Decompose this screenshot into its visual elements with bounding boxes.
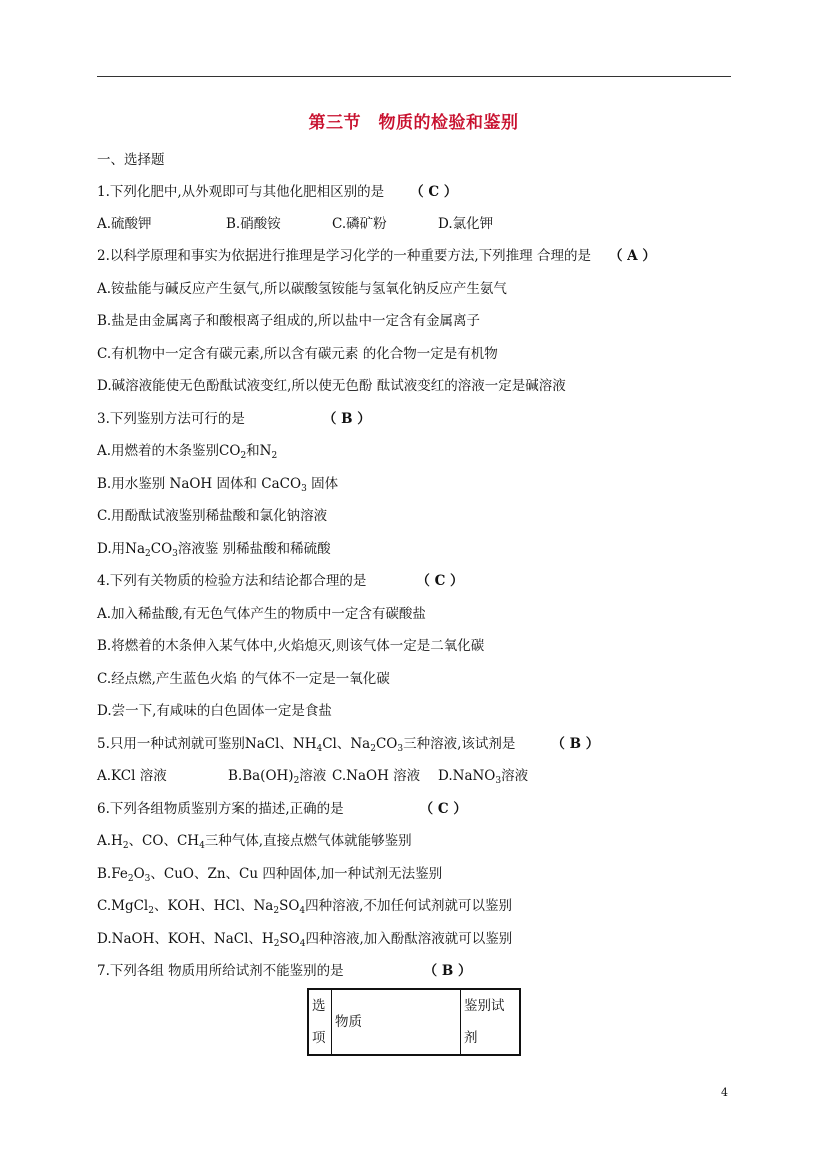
q6-d-sub1: 2 (273, 939, 280, 949)
q7-table (307, 988, 521, 1056)
q3-a-mid: 和N (246, 443, 272, 459)
q5-options (97, 766, 528, 786)
q6-option-a (97, 831, 412, 851)
q3-option-a (97, 441, 277, 461)
q5-sub1: 4 (316, 744, 323, 754)
q6-b-post: 、CuO、Zn、Cu 四种固体,加一种试剂无法鉴别 (150, 866, 443, 882)
q6-a-mid: 、CO、CH (128, 833, 200, 849)
q3-b-post: 固体 (306, 476, 339, 492)
q2-stem: 2.以科学原理和事实为依据进行推理是学习化学的一种重要方法,下列推理 合理的是 (97, 248, 591, 264)
q1-option-c: C.磷矿粉 (332, 216, 387, 232)
q3-d-text: D.用Na (97, 541, 145, 557)
q3-stem: 3.下列鉴别方法可行的是 (97, 411, 245, 427)
q3-a-sub2: 2 (271, 451, 278, 461)
q2-answer: （ A ） (608, 248, 656, 264)
q6-d-post: 四种溶液,加入酚酞溶液就可以鉴别 (305, 931, 513, 947)
q6-b-sub1: 2 (127, 874, 134, 884)
question-4 (97, 571, 464, 591)
q5-sub3: 3 (397, 744, 404, 754)
q2-option-d: D.碱溶液能使无色酚酞试液变红,所以使无色酚 酞试液变红的溶液一定是碱溶液 (97, 378, 566, 394)
q2-option-a: A.铵盐能与碱反应产生氨气,所以碳酸氢铵能与氢氧化钠反应产生氨气 (97, 281, 507, 297)
q6-d-sub2: 4 (299, 939, 306, 949)
q3-d-sub1: 2 (145, 549, 151, 559)
q5-stem-mid: Cl、Na (322, 736, 371, 752)
q5-b-text: B.Ba(OH) (228, 768, 294, 784)
q6-b-text: B.Fe (97, 866, 128, 882)
col-reagent-label: 鉴别试剂 (464, 998, 505, 1046)
q2-option-c: C.有机物中一定含有碳元素,所以含有碳元素 的化合物一定是有机物 (97, 346, 498, 362)
q5-stem-mid2: CO (375, 736, 398, 752)
q6-c-sub2: 2 (273, 906, 280, 916)
page-title: 第三节 物质的检验和鉴别 (308, 113, 519, 133)
q3-d-post: 溶液鉴 别稀盐酸和稀硫酸 (177, 541, 331, 557)
q3-d-mid: CO (150, 541, 173, 557)
q1-option-a: A.硫酸钾 (97, 216, 152, 232)
q4-stem: 4.下列有关物质的检验方法和结论都合理的是 (97, 573, 367, 589)
col-option-label: 选项 (312, 998, 326, 1046)
question-6 (97, 799, 467, 819)
col-substance: 物质 (332, 989, 461, 1055)
q6-c-post: 四种溶液,不加任何试剂就可以鉴别 (305, 898, 512, 914)
q5-stem: 5.只用一种试剂就可鉴别NaCl、NH (97, 736, 317, 752)
q6-c-sub3: 4 (299, 906, 306, 916)
q3-a-sub1: 2 (240, 451, 247, 461)
q5-option-b (228, 766, 332, 786)
header-rule (97, 76, 731, 77)
q6-a-sub2: 4 (199, 841, 205, 851)
q6-option-b (97, 864, 442, 884)
q1-option-d: D.氯化钾 (438, 216, 494, 232)
q7-stem: 7.下列各组 物质用所给试剂不能鉴别的是 (97, 963, 344, 979)
q1-answer: （ C ） (410, 184, 458, 200)
question-1 (97, 182, 457, 202)
q1-options (97, 214, 493, 234)
q7-answer: （ B ） (423, 963, 472, 979)
q6-b-mid: O (133, 866, 145, 882)
question-3 (97, 409, 371, 429)
col-reagent (461, 989, 521, 1055)
q6-a-text: A.H (97, 833, 123, 849)
q6-c-text: C.MgCl (97, 898, 149, 914)
q6-option-d (97, 929, 512, 949)
q6-a-sub1: 2 (122, 841, 129, 851)
q6-answer: （ C ） (419, 801, 467, 817)
q3-option-d (97, 539, 331, 559)
question-7 (97, 961, 471, 981)
table-header-row (308, 989, 520, 1055)
q5-answer: （ B ） (551, 736, 600, 752)
question-2 (97, 246, 656, 266)
q5-b-sub: 2 (293, 776, 300, 786)
q6-c-sub1: 2 (148, 906, 154, 916)
q1-stem: 1.下列化肥中,从外观即可与其他化肥相区别的是 (97, 184, 385, 200)
q6-stem: 6.下列各组物质鉴别方案的描述,正确的是 (97, 801, 344, 817)
q5-option-c: C.NaOH 溶液 (332, 768, 421, 784)
q5-sub2: 2 (370, 744, 376, 754)
q5-d-sub: 3 (495, 776, 502, 786)
q1-option-b: B.硝酸铵 (226, 216, 281, 232)
q4-answer: （ C ） (416, 573, 464, 589)
q4-option-c: C.经点燃,产生蓝色火焰 的气体不一定是一氧化碳 (97, 671, 390, 687)
q3-option-c: C.用酚酞试液鉴别稀盐酸和氯化钠溶液 (97, 508, 328, 524)
q4-option-d: D.尝一下,有咸味的白色固体一定是食盐 (97, 703, 332, 719)
q6-option-c (97, 896, 512, 916)
q3-b-sub: 3 (301, 484, 307, 494)
col-option (308, 989, 332, 1055)
q6-d-text: D.NaOH、KOH、NaCl、H (97, 931, 274, 947)
q3-d-sub2: 3 (172, 549, 178, 559)
q5-d-post: 溶液 (501, 768, 529, 784)
q5-b-post: 溶液 (299, 768, 327, 784)
q6-c-mid: 、KOH、HCl、Na (154, 898, 274, 914)
q4-option-b: B.将燃着的木条伸入某气体中,火焰熄灭,则该气体一定是二氧化碳 (97, 638, 485, 654)
q6-a-post: 三种气体,直接点燃气体就能够鉴别 (204, 833, 412, 849)
q5-d-text: D.NaNO (438, 768, 496, 784)
page-number: 4 (721, 1086, 728, 1099)
q5-option-d (438, 766, 528, 786)
q5-option-a: A.KCl 溶液 (97, 768, 167, 784)
q3-answer: （ B ） (322, 411, 371, 427)
q3-a-text: A.用燃着的木条鉴别CO (97, 443, 241, 459)
q6-b-sub2: 3 (144, 874, 151, 884)
q6-d-mid: SO (279, 931, 300, 947)
q3-b-text: B.用水鉴别 NaOH 固体和 CaCO (97, 476, 302, 492)
section-heading: 一、选择题 (97, 152, 165, 168)
q5-stem-post: 三种溶液,该试剂是 (403, 736, 516, 752)
q2-option-b: B.盐是由金属离子和酸根离子组成的,所以盐中一定含有金属离子 (97, 313, 481, 329)
q4-option-a: A.加入稀盐酸,有无色气体产生的物质中一定含有碳酸盐 (97, 606, 426, 622)
question-5 (97, 734, 599, 754)
q3-option-b (97, 474, 338, 494)
q6-c-mid2: SO (279, 898, 300, 914)
